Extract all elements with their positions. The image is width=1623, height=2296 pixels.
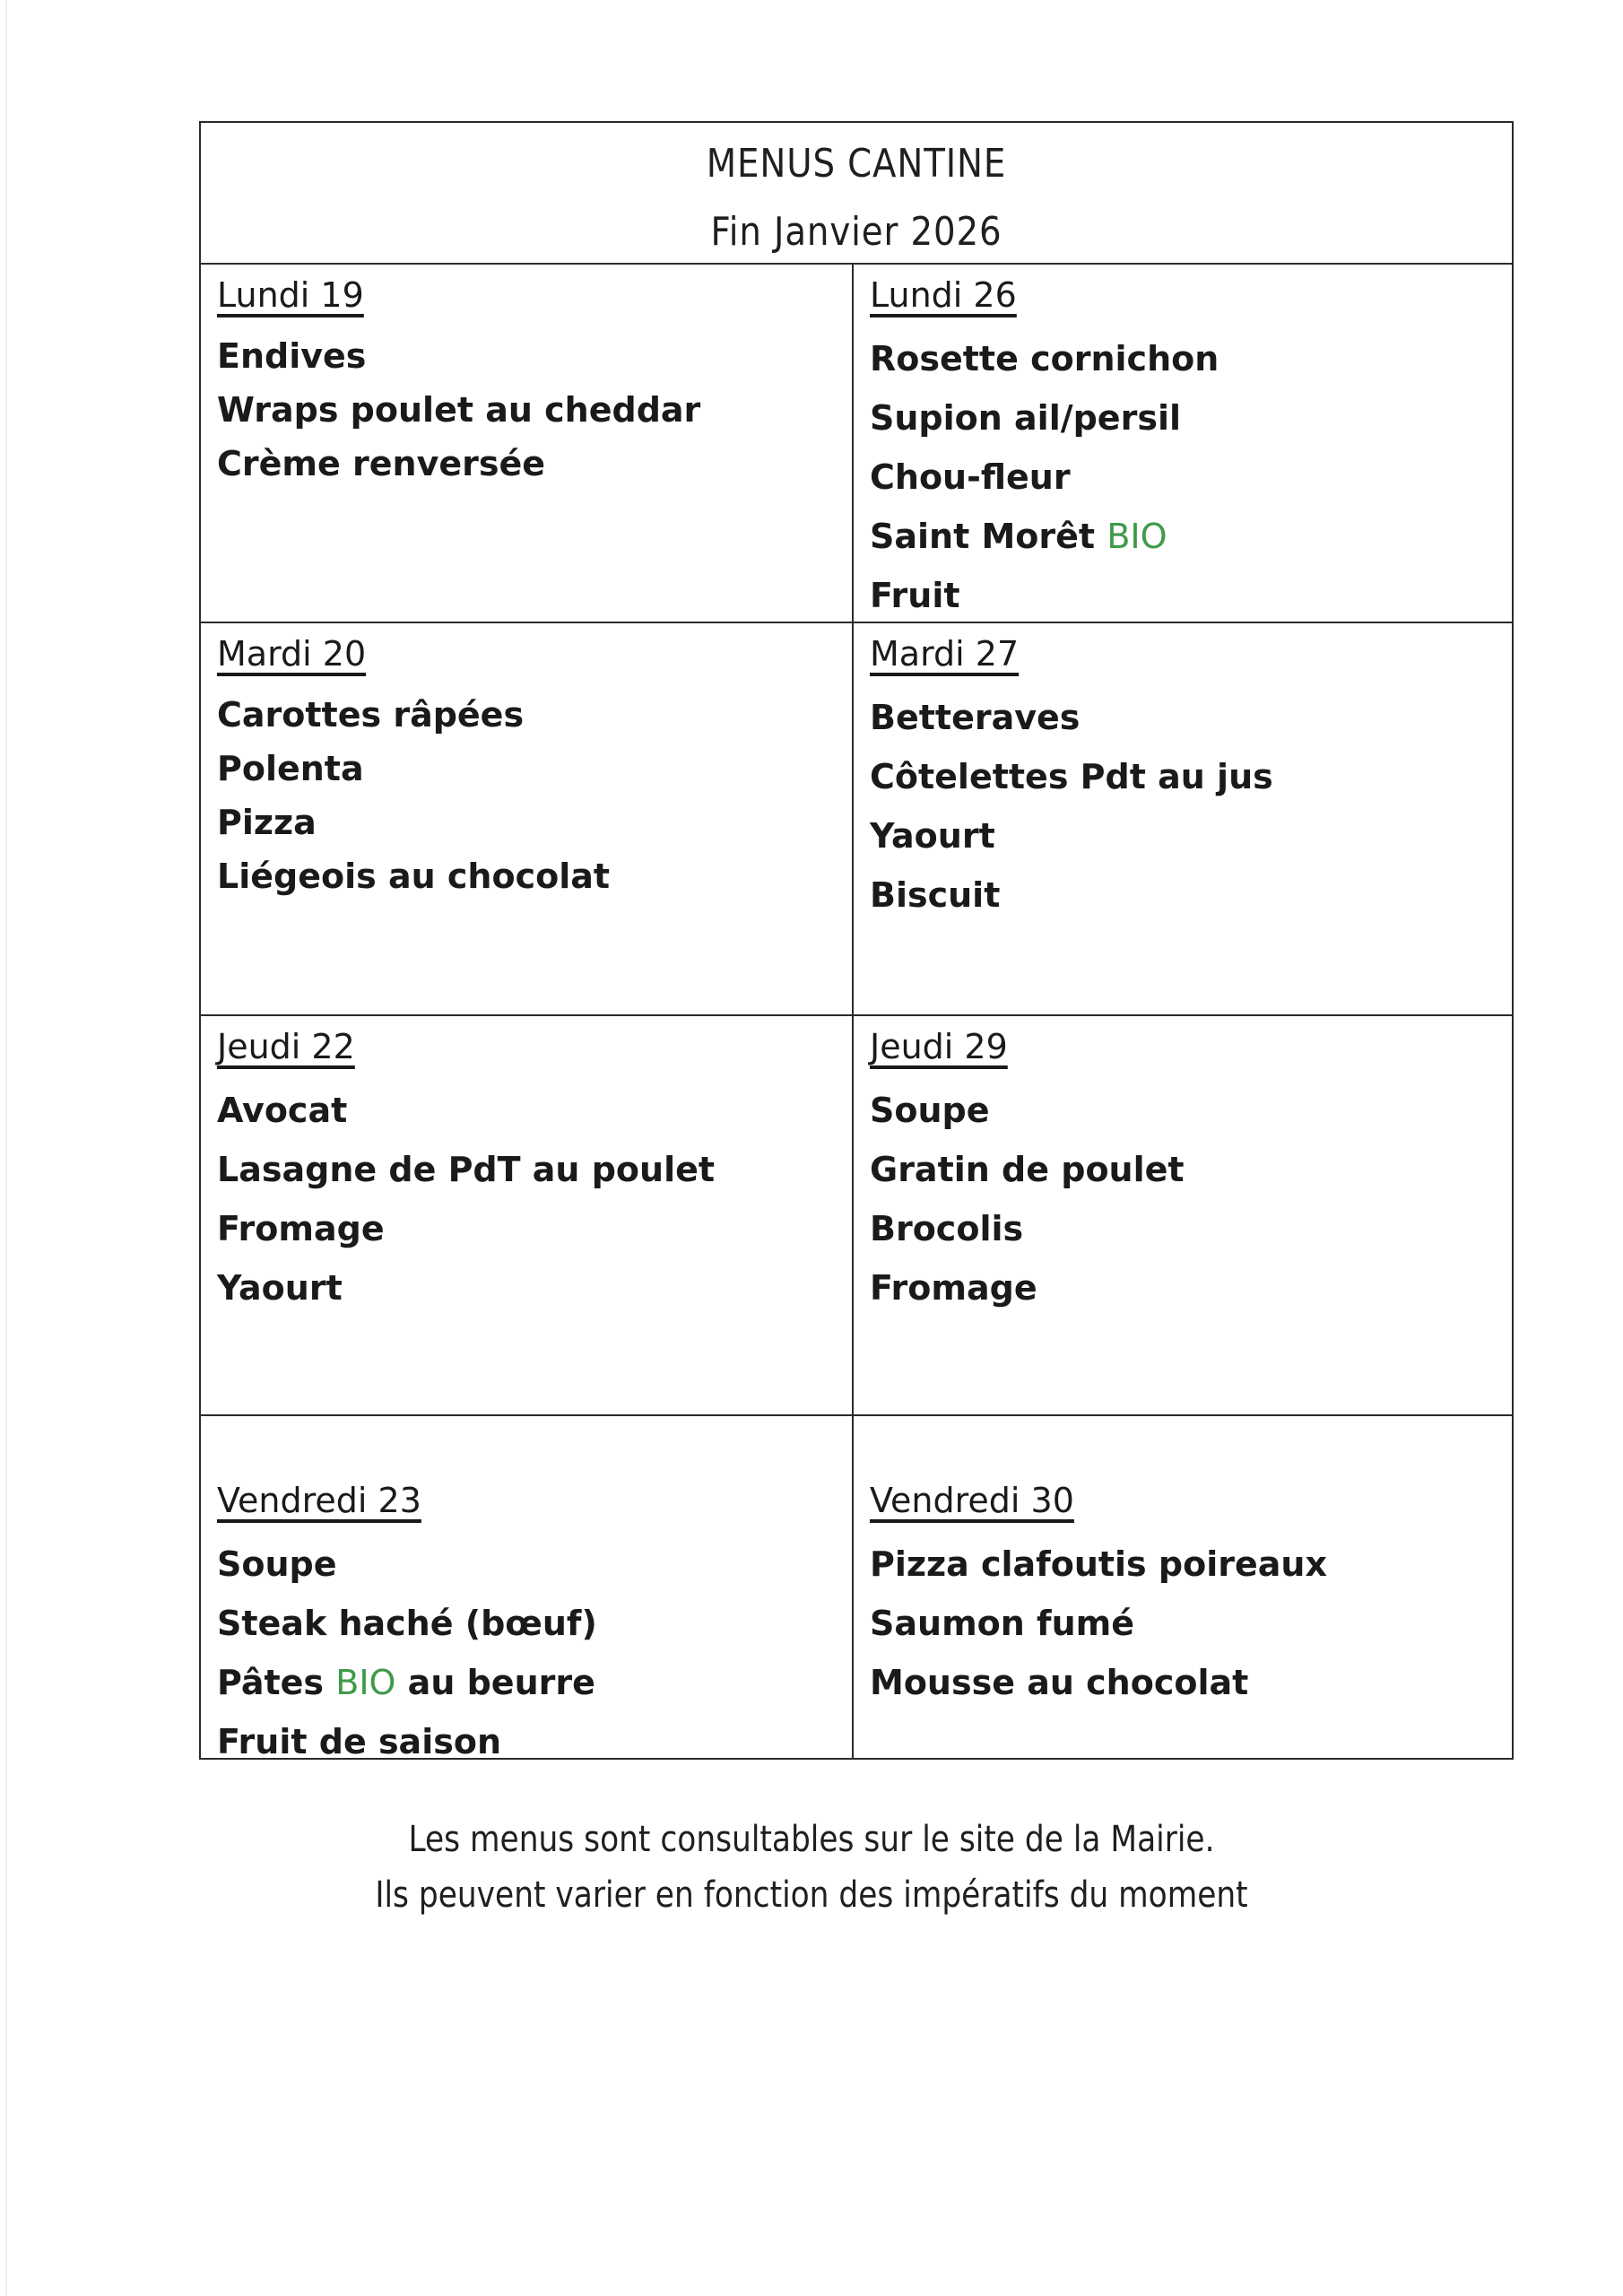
dish-item — [217, 688, 834, 742]
dish-item — [217, 742, 834, 796]
dish-name: Soupe — [870, 1091, 990, 1130]
dish-name: Polenta — [217, 749, 364, 788]
dish-list — [870, 1081, 1494, 1318]
document-subtitle: Fin Janvier 2026 — [710, 209, 1002, 255]
dish-list — [217, 1535, 834, 1771]
dish-name: Fruit de saison — [217, 1722, 502, 1761]
dish-item — [870, 1140, 1494, 1199]
dish-name: Saint Morêt — [870, 517, 1107, 556]
dish-item — [870, 329, 1494, 388]
dish-name: Steak haché (bœuf) — [217, 1604, 597, 1643]
day-title: Jeudi 22 — [217, 1027, 355, 1066]
table-header — [201, 123, 1512, 265]
dish-name: Fromage — [217, 1209, 385, 1248]
dish-name: Yaourt — [870, 816, 995, 856]
menu-week-row — [201, 265, 1512, 623]
dish-item — [217, 796, 834, 849]
dish-name: Rosette cornichon — [870, 339, 1219, 378]
menu-week-row — [201, 1416, 1512, 1761]
day-cell — [854, 623, 1512, 1014]
menu-week-row — [201, 623, 1512, 1016]
dish-item — [217, 383, 834, 437]
day-title: Vendredi 23 — [217, 1481, 421, 1520]
day-cell — [201, 623, 854, 1014]
day-title: Mardi 20 — [217, 634, 367, 674]
dish-name: Pizza clafoutis poireaux — [870, 1544, 1327, 1584]
day-cell — [854, 1016, 1512, 1414]
dish-name: Lasagne de PdT au poulet — [217, 1150, 716, 1189]
dish-name-suffix: au beurre — [395, 1663, 595, 1702]
dish-name: Côtelettes Pdt au jus — [870, 757, 1273, 796]
document-title: MENUS CANTINE — [706, 141, 1007, 187]
dish-item — [870, 566, 1494, 625]
dish-item — [217, 1199, 834, 1258]
dish-item — [870, 1199, 1494, 1258]
dish-list — [217, 688, 834, 903]
footer-note — [0, 1812, 1623, 1923]
dish-item — [217, 329, 834, 383]
dish-item — [870, 1081, 1494, 1140]
dish-list — [217, 329, 834, 491]
dish-list — [870, 688, 1494, 925]
day-title: Jeudi 29 — [870, 1027, 1008, 1066]
dish-item — [217, 1712, 834, 1771]
dish-name: Wraps poulet au cheddar — [217, 390, 701, 430]
dish-item — [870, 1594, 1494, 1653]
dish-name: Betteraves — [870, 698, 1081, 737]
dish-name: Brocolis — [870, 1209, 1024, 1248]
dish-name: Saumon fumé — [870, 1604, 1135, 1643]
dish-name: Fromage — [870, 1268, 1037, 1308]
dish-name: Mousse au chocolat — [870, 1663, 1249, 1702]
dish-name: Pizza — [217, 803, 317, 842]
dish-name: Endives — [217, 336, 367, 376]
dish-name: Liégeois au chocolat — [217, 857, 611, 896]
dish-name: Yaourt — [217, 1268, 343, 1308]
dish-list — [217, 1081, 834, 1318]
footer-line: Ils peuvent varier en fonction des impératifs du moment — [375, 1874, 1248, 1916]
bio-label: BIO — [335, 1663, 396, 1702]
dish-item — [870, 507, 1494, 566]
menu-week-row — [201, 1016, 1512, 1416]
dish-name: Supion ail/persil — [870, 398, 1181, 438]
day-title: Mardi 27 — [870, 634, 1020, 674]
dish-item — [217, 437, 834, 491]
dish-item — [217, 849, 834, 903]
dish-item — [870, 448, 1494, 507]
day-title: Lundi 19 — [217, 275, 364, 315]
menu-rows — [201, 265, 1512, 1761]
dish-item — [870, 1258, 1494, 1318]
dish-list — [870, 329, 1494, 625]
dish-name: Carottes râpées — [217, 695, 525, 735]
day-cell — [201, 265, 854, 622]
dish-item — [870, 1653, 1494, 1712]
dish-item — [870, 865, 1494, 925]
dish-name: Soupe — [217, 1544, 337, 1584]
day-cell — [201, 1416, 854, 1761]
dish-item — [217, 1535, 834, 1594]
day-title: Lundi 26 — [870, 275, 1017, 315]
dish-item — [217, 1081, 834, 1140]
dish-item — [870, 688, 1494, 747]
bio-label: BIO — [1107, 517, 1167, 556]
day-title: Vendredi 30 — [870, 1481, 1074, 1520]
dish-name: Chou-fleur — [870, 457, 1071, 497]
day-cell — [854, 1416, 1512, 1758]
dish-item — [870, 806, 1494, 865]
dish-name: Gratin de poulet — [870, 1150, 1185, 1189]
day-cell — [854, 265, 1512, 622]
dish-item — [217, 1140, 834, 1199]
scan-page-edge — [5, 0, 7, 2296]
dish-item — [217, 1653, 834, 1712]
day-cell — [201, 1016, 854, 1414]
dish-name: Pâtes — [217, 1663, 336, 1702]
dish-item — [870, 747, 1494, 806]
dish-name: Biscuit — [870, 875, 1001, 915]
dish-item — [870, 1535, 1494, 1594]
dish-item — [870, 388, 1494, 448]
dish-item — [217, 1594, 834, 1653]
dish-name: Fruit — [870, 576, 960, 615]
dish-name: Avocat — [217, 1091, 348, 1130]
menu-table — [199, 121, 1514, 1760]
dish-name: Crème renversée — [217, 444, 546, 483]
dish-list — [870, 1535, 1494, 1712]
footer-line: Les menus sont consultables sur le site de la Mairie. — [408, 1819, 1215, 1860]
dish-item — [217, 1258, 834, 1318]
